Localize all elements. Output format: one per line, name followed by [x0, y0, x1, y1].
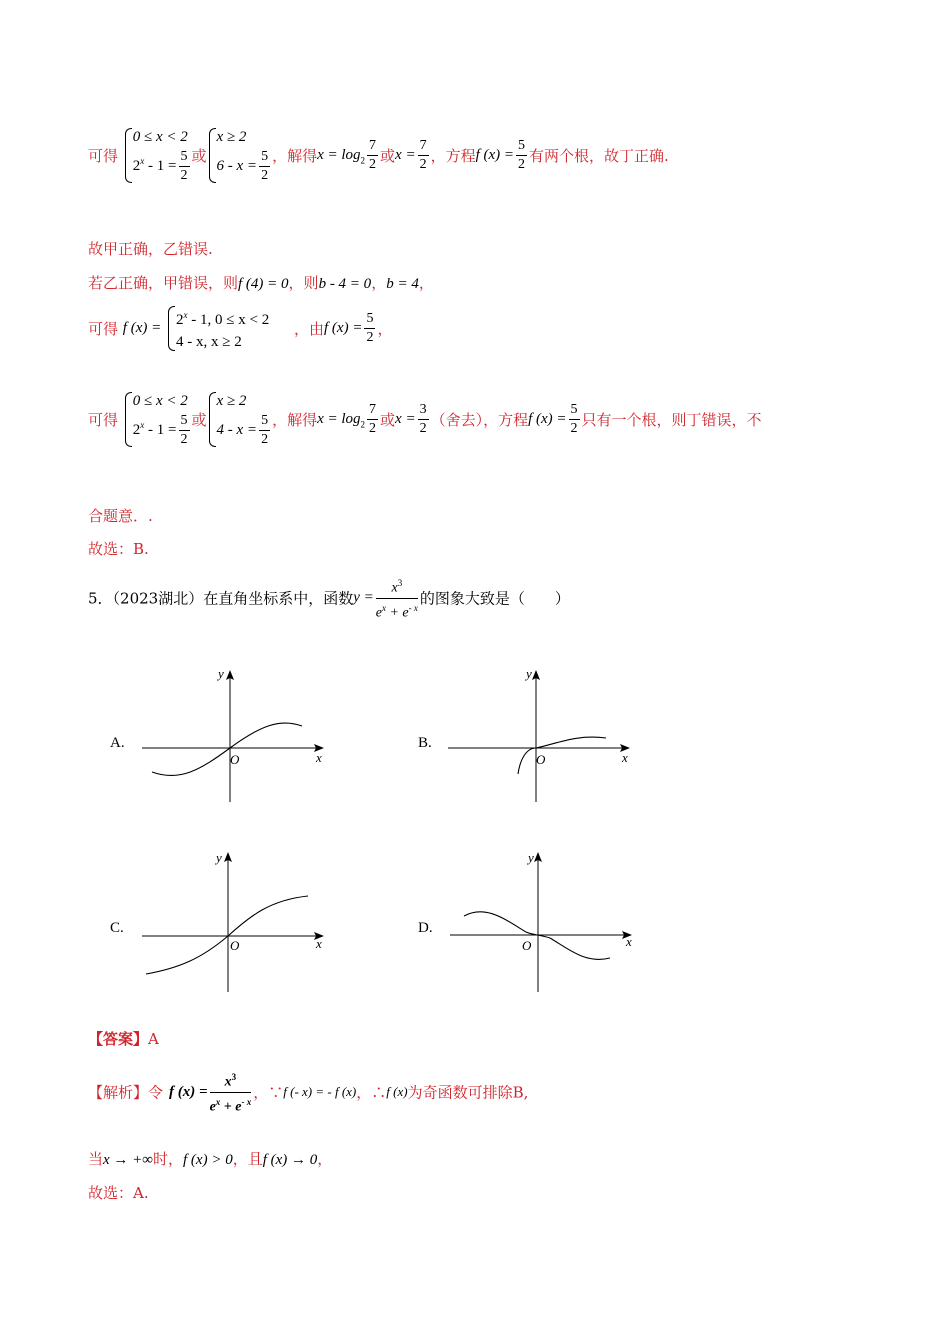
block1-log-base: 2 [360, 155, 366, 166]
analysis-den-exp2: - x [241, 1096, 252, 1107]
option-a-label[interactable]: A. [110, 735, 125, 751]
graph-d-x-label: x [626, 934, 632, 949]
block1-mid2: ，方程 [430, 147, 476, 165]
question-5 [88, 574, 570, 622]
piece-end: ， [377, 320, 393, 338]
piece-frac: $\frac{5}{2}$ [366, 311, 374, 345]
block2-frac-log: $\frac{7}{2}$ [369, 402, 377, 436]
analysis-label: 【解析】令 [88, 1083, 164, 1102]
block1-tail: 有两个根，故丁正确. [529, 147, 669, 165]
block2-or2: 或 [380, 411, 396, 429]
piece-you: ，由 [293, 320, 324, 338]
analysis-num-exp: 3 [231, 1072, 237, 1082]
line-ruo-c: ， [371, 274, 387, 292]
question-den-e1: e [375, 605, 382, 621]
piece-row1-exp: x [183, 310, 188, 320]
line-guxuan-1: 故选：B. [88, 540, 149, 558]
block2-sys1-row2-base: 2 [132, 421, 141, 438]
dang-to0: f (x) → 0 [262, 1152, 318, 1168]
block1-system-1 [123, 126, 192, 185]
block1-system-2 [207, 126, 273, 185]
graph-b-x-label: x [622, 750, 628, 765]
block2-frac-x: $\frac{3}{2}$ [419, 402, 427, 436]
question-den-exp2: - x [408, 602, 418, 613]
line-dang [88, 1148, 332, 1169]
block2-mid1: ，解得 [272, 411, 318, 429]
block1-line [88, 126, 669, 185]
block2-log-base: 2 [360, 419, 366, 430]
graph-a-y-label: y [218, 666, 224, 681]
analysis-den-e1: e [209, 1099, 216, 1115]
block1-or2: 或 [380, 147, 396, 165]
dang-pos: f (x) > 0 [183, 1152, 233, 1168]
block2-lead: 可得 [88, 411, 119, 429]
dang-b: 时， [153, 1150, 184, 1168]
piece-row2: 4 - x, x ≥ 2 [176, 334, 242, 350]
graph-a-curve [152, 723, 302, 776]
block1-frac-b: $\frac{5}{2}$ [261, 149, 269, 183]
answer-line [88, 1028, 159, 1049]
block1-frac-a: $\frac{5}{2}$ [180, 149, 188, 183]
question-num-base: x [391, 580, 398, 596]
block2-sys1-row2-rest: - 1 = [144, 421, 177, 438]
question-y-eq: y = [353, 589, 374, 606]
line-jia: 故甲正确，乙错误. [88, 240, 213, 258]
block2-or1: 或 [191, 411, 207, 429]
block2-sys2-row2: 4 - x = [216, 421, 258, 438]
block2-mid2: （舍去），方程 [430, 411, 529, 429]
block1-sys1-row2-rest: - 1 = [144, 157, 177, 174]
block2-frac-fx: $\frac{5}{2}$ [570, 402, 578, 436]
block1-sys1-row2-exp: x [140, 155, 145, 166]
dang-a: 当 [88, 1150, 104, 1168]
piece-fx2: f (x) = [324, 320, 363, 336]
question-number: 5．（2023湖北）在直角坐标系中，函数 [88, 589, 354, 608]
block2-tail: 只有一个根，则丁错误，不 [581, 411, 762, 429]
block1-fx-eq: f (x) = [475, 147, 515, 163]
graph-b[interactable] [446, 660, 646, 810]
piece-fx: f (x) = [122, 320, 162, 336]
graph-d-y-label: y [528, 850, 534, 865]
block1-frac-log: $\frac{7}{2}$ [369, 138, 377, 172]
answer-value: A [148, 1030, 159, 1048]
graph-d-origin: O [522, 938, 532, 953]
block2-x-log: x = log [317, 411, 361, 427]
line-ruo-f4: f (4) = 0 [238, 276, 289, 292]
graph-c[interactable] [140, 846, 340, 996]
block1-or1: 或 [191, 147, 207, 165]
analysis-fraction [210, 1068, 252, 1116]
graph-a-x-label: x [316, 750, 322, 765]
analysis-line [88, 1068, 528, 1116]
analysis-because: ，∵ [253, 1083, 284, 1102]
graph-d[interactable] [446, 846, 646, 996]
option-b-label[interactable]: B. [418, 735, 432, 751]
block1-x-log: x = log [317, 147, 361, 163]
block2-frac-a: $\frac{5}{2}$ [180, 413, 188, 447]
analysis-tail: 为奇函数可排除B, [407, 1083, 529, 1102]
dang-d: ， [317, 1150, 333, 1168]
line-hetiyi: 合题意．. [88, 507, 153, 525]
question-fraction [376, 574, 418, 622]
piece-row1-rest: - 1, 0 ≤ x < 2 [187, 312, 270, 328]
block1-x-eq: x = [395, 147, 416, 163]
line-ruo-eq1: b - 4 = 0 [318, 276, 372, 292]
line-ruo-d: ， [418, 274, 434, 292]
block2-frac-b: $\frac{5}{2}$ [261, 413, 269, 447]
graph-a-origin: O [230, 752, 240, 767]
analysis-den-plus: + e [220, 1099, 242, 1115]
block2-sys2-row1: x ≥ 2 [216, 393, 247, 409]
block1-sys1-row1: 0 ≤ x < 2 [132, 129, 188, 145]
graph-c-curve [146, 896, 308, 974]
block2-line [88, 390, 762, 449]
graph-d-curve [464, 912, 610, 960]
block1-sys2-row1: x ≥ 2 [216, 129, 247, 145]
piecewise-line [88, 304, 392, 353]
line-guxuan-2: 故选：A. [88, 1184, 149, 1202]
analysis-fx: f (x) = [169, 1083, 208, 1100]
block1-sys1-row2-base: 2 [132, 157, 141, 174]
piece-lead: 可得 [88, 320, 119, 338]
graph-a[interactable] [140, 660, 340, 810]
block2-x-eq: x = [395, 411, 416, 427]
block1-mid1: ，解得 [272, 147, 318, 165]
block1-lead: 可得 [88, 147, 119, 165]
line-ruo-b: ，则 [288, 274, 319, 292]
graph-b-origin: O [536, 752, 546, 767]
analysis-odd-eq: f (- x) = - f (x) [283, 1084, 357, 1100]
option-d-label[interactable]: D. [418, 920, 433, 936]
analysis-fx2: f (x) [386, 1084, 408, 1100]
analysis-therefore: ，∴ [356, 1083, 387, 1102]
block2-system-2 [207, 390, 273, 449]
option-c-label[interactable]: C. [110, 920, 124, 936]
block1-sys2-row2: 6 - x = [216, 157, 258, 174]
block2-fx-eq: f (x) = [528, 411, 567, 427]
line-ruo-a: 若乙正确，甲错误，则 [88, 274, 239, 292]
graph-c-x-label: x [316, 936, 322, 951]
block1-frac-x: $\frac{7}{2}$ [419, 138, 427, 172]
block2-sys1-row2-exp: x [140, 419, 145, 430]
analysis-den-exp1: x [215, 1096, 221, 1107]
graph-c-y-label: y [216, 850, 222, 865]
question-den-plus: + e [385, 605, 409, 621]
block2-sys1-row1: 0 ≤ x < 2 [132, 393, 188, 409]
question-num-exp: 3 [397, 578, 403, 588]
analysis-num-base: x [224, 1074, 232, 1090]
line-ruo [88, 272, 434, 293]
block2-system-1 [123, 390, 192, 449]
question-den-exp1: x [381, 602, 386, 613]
graph-b-y-label: y [526, 666, 532, 681]
block1-frac-fx: $\frac{5}{2}$ [518, 138, 526, 172]
piece-system [166, 304, 269, 353]
graph-c-origin: O [230, 938, 240, 953]
dang-lim: x → +∞ [103, 1152, 153, 1168]
dang-c: ，且 [232, 1150, 263, 1168]
graph-b-curve [518, 737, 606, 774]
answer-label: 【答案】 [88, 1030, 149, 1048]
piece-row1-base: 2 [176, 312, 184, 328]
question-tail: 的图象大致是（ ） [419, 589, 570, 608]
line-ruo-eq2: b = 4 [386, 276, 419, 292]
